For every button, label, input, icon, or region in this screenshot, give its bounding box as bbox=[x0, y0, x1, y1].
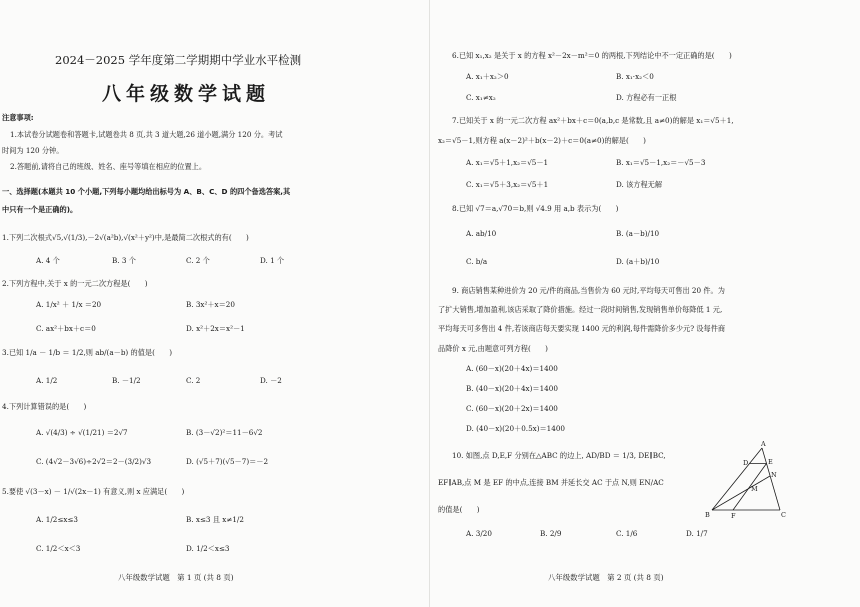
q3-option-c: C. 2 bbox=[186, 376, 201, 385]
section-1-header-a: 一、选择题(本题共 10 个小题,下列每小题均给出标号为 A、B、C、D 的四个备选答案,其 bbox=[2, 187, 291, 196]
q7-option-c: C. x₁＝√5＋3,x₂＝√5＋1 bbox=[466, 180, 549, 189]
label-A: A bbox=[761, 440, 766, 448]
question-6-stem: 6.已知 x₁,x₂ 是关于 x 的方程 x²－2x－m²＝0 的两根,下列结论中不一定正确的是( ) bbox=[452, 51, 732, 60]
notice-1b: 时间为 120 分钟。 bbox=[2, 146, 64, 155]
section-1-header-b: 中只有一个是正确的)。 bbox=[2, 205, 78, 214]
q7-option-d: D. 该方程无解 bbox=[616, 180, 663, 189]
edge-ab bbox=[712, 448, 762, 510]
question-9-stem-d: 品降价 x 元,由题意可列方程( ) bbox=[438, 344, 548, 353]
q6-option-d: D. 方程必有一正根 bbox=[616, 93, 677, 102]
q3-option-a: A. 1/2 bbox=[36, 376, 58, 385]
question-9-stem-a: 9. 商店销售某种进价为 20 元/件的商品,当售价为 60 元时,平均每天可售出 20 件。为 bbox=[452, 286, 725, 295]
q4-option-c: C. (4√2－3√6)÷2√2＝2－(3/2)√3 bbox=[36, 457, 152, 466]
q8-option-a: A. ab/10 bbox=[466, 229, 497, 238]
q7-option-a: A. x₁＝√5＋1,x₂＝√5－1 bbox=[466, 158, 549, 167]
q10-option-c: C. 1/6 bbox=[616, 529, 638, 538]
label-N: N bbox=[771, 471, 777, 479]
q10-option-d: D. 1/7 bbox=[686, 529, 708, 538]
question-5-stem: 5.要使 √(3－x) － 1/√(2x－1) 有意义,则 x 应满足( ) bbox=[2, 487, 185, 496]
q5-option-c: C. 1/2＜x＜3 bbox=[36, 544, 81, 553]
q3-option-d: D. －2 bbox=[260, 376, 282, 385]
segment-bn bbox=[712, 476, 770, 510]
q4-option-a: A. √(4/3) ÷ √(1/21) ＝2√7 bbox=[36, 428, 128, 437]
q9-option-b: B. (40－x)(20＋4x)＝1400 bbox=[466, 384, 558, 393]
exam-page-2 bbox=[430, 0, 860, 607]
question-10-stem-c: 的值是( ) bbox=[438, 505, 480, 514]
question-7-stem-b: x₂＝√5－1,则方程 a(x－2)²＋b(x－2)＋c＝0(a≠0)的解是( ) bbox=[438, 136, 646, 145]
question-10-stem-b: EF∥AB,点 M 是 EF 的中点,连接 BM 并延长交 AC 于点 N,则 EN/AC bbox=[438, 478, 664, 487]
q1-option-b: B. 3 个 bbox=[112, 256, 136, 265]
q2-option-c: C. ax²＋bx＋c＝0 bbox=[36, 324, 96, 333]
label-E: E bbox=[768, 458, 773, 466]
label-B: B bbox=[705, 511, 710, 519]
label-F: F bbox=[731, 512, 736, 520]
q2-option-b: B. 3x²＋x＝20 bbox=[186, 300, 235, 309]
q9-option-d: D. (40－x)(20＋0.5x)＝1400 bbox=[466, 424, 565, 433]
q4-option-d: D. (√5＋7)(√5－7)＝－2 bbox=[186, 457, 269, 466]
q5-option-b: B. x≤3 且 x≠1/2 bbox=[186, 515, 244, 524]
label-M: M bbox=[751, 485, 758, 493]
q9-option-a: A. (60－x)(20＋4x)＝1400 bbox=[466, 364, 558, 373]
notice-title: 注意事项: bbox=[2, 113, 34, 122]
question-9-stem-c: 平均每天可多售出 4 件,若该商店每天要实现 1400 元的利润,每件需降价多少元? 设每件商 bbox=[438, 324, 726, 333]
q8-option-c: C. b/a bbox=[466, 257, 488, 266]
question-4-stem: 4.下列计算错误的是( ) bbox=[2, 402, 87, 411]
question-1-stem: 1.下列二次根式√5,√(1/3),－2√(a²b),√(x²＋y²)中,是最简二次根式的有( ) bbox=[2, 233, 249, 242]
q10-option-a: A. 3/20 bbox=[466, 529, 492, 538]
label-D: D bbox=[743, 459, 749, 467]
q1-option-c: C. 2 个 bbox=[186, 256, 210, 265]
question-2-stem: 2.下列方程中,关于 x 的一元二次方程是( ) bbox=[2, 279, 148, 288]
notice-2: 2.答题前,请将自己的班级、姓名、座号等填在相应的位置上。 bbox=[10, 162, 207, 171]
question-8-stem: 8.已知 √7＝a,√70＝b,则 √4.9 用 a,b 表示为( ) bbox=[452, 204, 619, 213]
q1-option-d: D. 1 个 bbox=[260, 256, 285, 265]
triangle-figure bbox=[704, 440, 804, 520]
q6-option-b: B. x₁·x₂＜0 bbox=[616, 72, 654, 81]
notice-1a: 1.本试卷分试题卷和答题卡,试题卷共 8 页,共 3 道大题,26 道小题,满分 120 分。考试 bbox=[10, 130, 283, 139]
q2-option-a: A. 1/x² ＋ 1/x ＝20 bbox=[36, 300, 102, 309]
q5-option-d: D. 1/2＜x≤3 bbox=[186, 544, 230, 553]
question-3-stem: 3.已知 1/a － 1/b ＝ 1/2,则 ab/(a－b) 的值是( ) bbox=[2, 348, 173, 357]
question-9-stem-b: 了扩大销售,增加盈利,该店采取了降价措施。经过一段时间销售,发现销售单价每降低 1 元, bbox=[438, 305, 723, 314]
segment-ef bbox=[733, 464, 767, 511]
label-C: C bbox=[781, 511, 786, 519]
q8-option-d: D. (a＋b)/10 bbox=[616, 257, 660, 266]
q9-option-c: C. (60－x)(20＋2x)＝1400 bbox=[466, 404, 558, 413]
page-footer-1: 八年级数学试题 第 1 页 (共 8 页) bbox=[118, 573, 234, 582]
q7-option-b: B. x₁＝√5－1,x₂＝－√5－3 bbox=[616, 158, 706, 167]
q10-option-b: B. 2/9 bbox=[540, 529, 562, 538]
q4-option-b: B. (3－√2)²＝11－6√2 bbox=[186, 428, 263, 437]
question-7-stem-a: 7.已知关于 x 的一元二次方程 ax²＋bx＋c＝0(a,b,c 是常数,且 a≠0)的解是 x₁＝√5＋1, bbox=[452, 116, 734, 125]
q2-option-d: D. x²＋2x＝x²－1 bbox=[186, 324, 245, 333]
exam-header: 2024－2025 学年度第二学期期中学业水平检测 bbox=[55, 53, 302, 67]
q6-option-c: C. x₁≠x₂ bbox=[466, 93, 496, 102]
q3-option-b: B. －1/2 bbox=[112, 376, 141, 385]
q8-option-b: B. (a－b)/10 bbox=[616, 229, 660, 238]
page-footer-2: 八年级数学试题 第 2 页 (共 8 页) bbox=[548, 573, 664, 582]
question-10-stem-a: 10. 如图,点 D,E,F 分别在△ABC 的边上, AD/BD ＝ 1/3, DE∥BC, bbox=[452, 451, 666, 460]
q6-option-a: A. x₁＋x₂＞0 bbox=[466, 72, 509, 81]
page-title: 八年级数学试题 bbox=[102, 83, 271, 105]
q5-option-a: A. 1/2≤x≤3 bbox=[36, 515, 78, 524]
q1-option-a: A. 4 个 bbox=[36, 256, 60, 265]
